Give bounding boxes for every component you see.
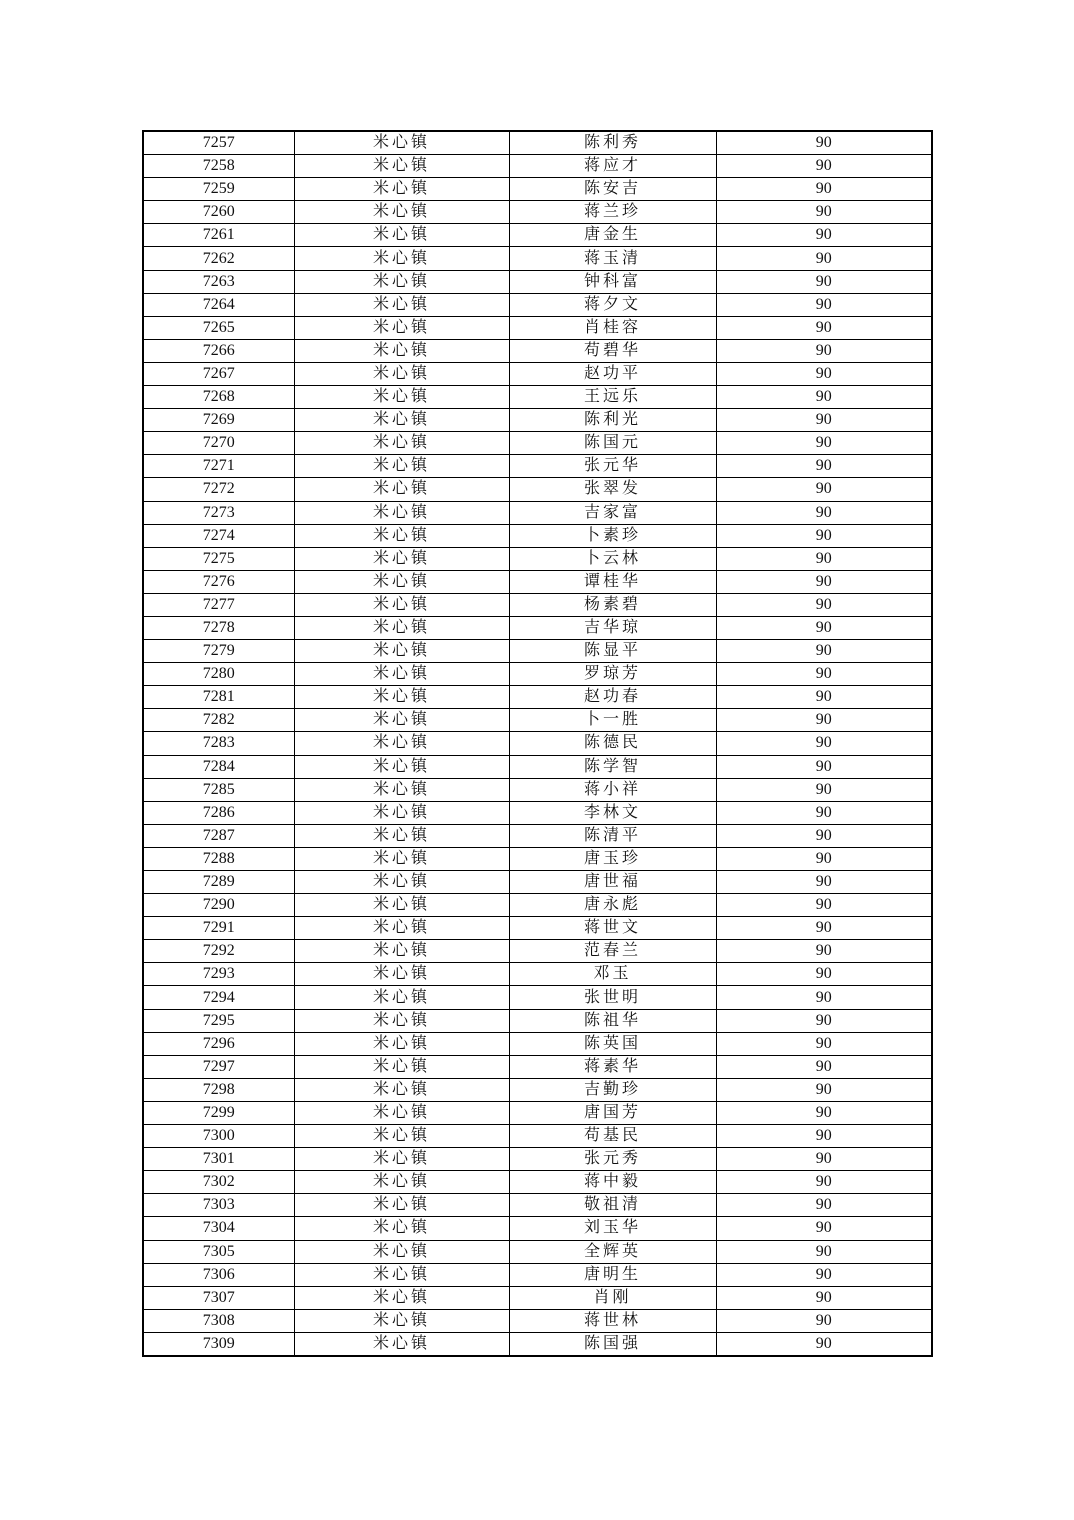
amount-cell: 90	[716, 963, 932, 986]
amount-cell: 90	[716, 570, 932, 593]
name-cell: 陈安吉	[509, 178, 716, 201]
name-cell: 唐国芳	[509, 1101, 716, 1124]
town-cell: 米心镇	[294, 501, 509, 524]
name-cell: 唐玉珍	[509, 847, 716, 870]
no-cell: 7296	[143, 1032, 294, 1055]
table-row	[143, 1309, 932, 1332]
table-row	[143, 478, 932, 501]
town-cell: 米心镇	[294, 570, 509, 593]
table-row	[143, 501, 932, 524]
no-cell: 7309	[143, 1332, 294, 1356]
town-cell: 米心镇	[294, 386, 509, 409]
no-cell: 7285	[143, 778, 294, 801]
amount-cell: 90	[716, 917, 932, 940]
no-cell: 7280	[143, 663, 294, 686]
town-cell: 米心镇	[294, 894, 509, 917]
town-cell: 米心镇	[294, 732, 509, 755]
table-row	[143, 1263, 932, 1286]
town-cell: 米心镇	[294, 293, 509, 316]
amount-cell: 90	[716, 478, 932, 501]
no-cell: 7259	[143, 178, 294, 201]
table-row	[143, 432, 932, 455]
town-cell: 米心镇	[294, 801, 509, 824]
name-cell: 蒋世文	[509, 917, 716, 940]
no-cell: 7288	[143, 847, 294, 870]
town-cell: 米心镇	[294, 1009, 509, 1032]
no-cell: 7301	[143, 1148, 294, 1171]
no-cell: 7263	[143, 270, 294, 293]
name-cell: 吉家富	[509, 501, 716, 524]
name-cell: 卜云林	[509, 547, 716, 570]
table-row	[143, 409, 932, 432]
amount-cell: 90	[716, 316, 932, 339]
table-row	[143, 801, 932, 824]
amount-cell: 90	[716, 1171, 932, 1194]
table-row	[143, 224, 932, 247]
table-row	[143, 1286, 932, 1309]
amount-cell: 90	[716, 686, 932, 709]
town-cell: 米心镇	[294, 1286, 509, 1309]
no-cell: 7290	[143, 894, 294, 917]
name-cell: 吉勤珍	[509, 1078, 716, 1101]
amount-cell: 90	[716, 1148, 932, 1171]
no-cell: 7266	[143, 339, 294, 362]
no-cell: 7262	[143, 247, 294, 270]
amount-cell: 90	[716, 1286, 932, 1309]
town-cell: 米心镇	[294, 1217, 509, 1240]
no-cell: 7284	[143, 755, 294, 778]
no-cell: 7307	[143, 1286, 294, 1309]
amount-cell: 90	[716, 270, 932, 293]
amount-cell: 90	[716, 386, 932, 409]
amount-cell: 90	[716, 224, 932, 247]
town-cell: 米心镇	[294, 778, 509, 801]
no-cell: 7265	[143, 316, 294, 339]
table-row	[143, 686, 932, 709]
name-cell: 蒋夕文	[509, 293, 716, 316]
town-cell: 米心镇	[294, 1240, 509, 1263]
town-cell: 米心镇	[294, 478, 509, 501]
no-cell: 7279	[143, 640, 294, 663]
name-cell: 陈国强	[509, 1332, 716, 1356]
amount-cell: 90	[716, 663, 932, 686]
town-cell: 米心镇	[294, 1171, 509, 1194]
amount-cell: 90	[716, 1009, 932, 1032]
name-cell: 唐金生	[509, 224, 716, 247]
amount-cell: 90	[716, 178, 932, 201]
name-cell: 陈学智	[509, 755, 716, 778]
town-cell: 米心镇	[294, 1078, 509, 1101]
town-cell: 米心镇	[294, 316, 509, 339]
amount-cell: 90	[716, 593, 932, 616]
town-cell: 米心镇	[294, 155, 509, 178]
roster-table-body	[143, 131, 932, 1356]
amount-cell: 90	[716, 1101, 932, 1124]
name-cell: 李林文	[509, 801, 716, 824]
table-row	[143, 293, 932, 316]
no-cell: 7260	[143, 201, 294, 224]
table-row	[143, 1101, 932, 1124]
no-cell: 7267	[143, 362, 294, 385]
table-row	[143, 824, 932, 847]
table-row	[143, 1148, 932, 1171]
town-cell: 米心镇	[294, 871, 509, 894]
table-row	[143, 963, 932, 986]
amount-cell: 90	[716, 778, 932, 801]
no-cell: 7299	[143, 1101, 294, 1124]
town-cell: 米心镇	[294, 847, 509, 870]
table-row	[143, 1009, 932, 1032]
name-cell: 肖桂容	[509, 316, 716, 339]
name-cell: 杨素碧	[509, 593, 716, 616]
no-cell: 7261	[143, 224, 294, 247]
table-row	[143, 1125, 932, 1148]
town-cell: 米心镇	[294, 1032, 509, 1055]
table-row	[143, 986, 932, 1009]
table-row	[143, 940, 932, 963]
name-cell: 陈祖华	[509, 1009, 716, 1032]
table-row	[143, 524, 932, 547]
amount-cell: 90	[716, 616, 932, 639]
table-row	[143, 247, 932, 270]
name-cell: 苟基民	[509, 1125, 716, 1148]
town-cell: 米心镇	[294, 409, 509, 432]
name-cell: 张元秀	[509, 1148, 716, 1171]
town-cell: 米心镇	[294, 1332, 509, 1356]
table-row	[143, 316, 932, 339]
town-cell: 米心镇	[294, 824, 509, 847]
table-row	[143, 917, 932, 940]
name-cell: 陈英国	[509, 1032, 716, 1055]
name-cell: 钟科富	[509, 270, 716, 293]
table-row	[143, 871, 932, 894]
table-row	[143, 155, 932, 178]
no-cell: 7295	[143, 1009, 294, 1032]
name-cell: 陈清平	[509, 824, 716, 847]
town-cell: 米心镇	[294, 270, 509, 293]
amount-cell: 90	[716, 640, 932, 663]
no-cell: 7300	[143, 1125, 294, 1148]
town-cell: 米心镇	[294, 1125, 509, 1148]
name-cell: 王远乐	[509, 386, 716, 409]
no-cell: 7276	[143, 570, 294, 593]
table-row	[143, 547, 932, 570]
amount-cell: 90	[716, 824, 932, 847]
amount-cell: 90	[716, 1055, 932, 1078]
name-cell: 陈利秀	[509, 131, 716, 155]
town-cell: 米心镇	[294, 432, 509, 455]
amount-cell: 90	[716, 432, 932, 455]
name-cell: 范春兰	[509, 940, 716, 963]
no-cell: 7274	[143, 524, 294, 547]
name-cell: 谭桂华	[509, 570, 716, 593]
name-cell: 全辉英	[509, 1240, 716, 1263]
table-row	[143, 663, 932, 686]
amount-cell: 90	[716, 1240, 932, 1263]
no-cell: 7268	[143, 386, 294, 409]
table-row	[143, 1217, 932, 1240]
no-cell: 7305	[143, 1240, 294, 1263]
no-cell: 7302	[143, 1171, 294, 1194]
amount-cell: 90	[716, 755, 932, 778]
name-cell: 敬祖清	[509, 1194, 716, 1217]
no-cell: 7306	[143, 1263, 294, 1286]
no-cell: 7281	[143, 686, 294, 709]
no-cell: 7286	[143, 801, 294, 824]
table-row	[143, 131, 932, 155]
amount-cell: 90	[716, 1263, 932, 1286]
amount-cell: 90	[716, 894, 932, 917]
table-row	[143, 616, 932, 639]
town-cell: 米心镇	[294, 593, 509, 616]
no-cell: 7298	[143, 1078, 294, 1101]
table-row	[143, 1240, 932, 1263]
table-row	[143, 894, 932, 917]
table-row	[143, 1171, 932, 1194]
name-cell: 肖刚	[509, 1286, 716, 1309]
amount-cell: 90	[716, 1078, 932, 1101]
table-row	[143, 709, 932, 732]
town-cell: 米心镇	[294, 1263, 509, 1286]
table-row	[143, 732, 932, 755]
table-row	[143, 1194, 932, 1217]
amount-cell: 90	[716, 709, 932, 732]
name-cell: 蒋玉清	[509, 247, 716, 270]
amount-cell: 90	[716, 847, 932, 870]
name-cell: 唐世福	[509, 871, 716, 894]
no-cell: 7264	[143, 293, 294, 316]
no-cell: 7273	[143, 501, 294, 524]
no-cell: 7304	[143, 1217, 294, 1240]
no-cell: 7289	[143, 871, 294, 894]
town-cell: 米心镇	[294, 709, 509, 732]
amount-cell: 90	[716, 155, 932, 178]
amount-cell: 90	[716, 1032, 932, 1055]
amount-cell: 90	[716, 986, 932, 1009]
table-row	[143, 640, 932, 663]
roster-table	[142, 130, 933, 1357]
town-cell: 米心镇	[294, 131, 509, 155]
no-cell: 7275	[143, 547, 294, 570]
name-cell: 陈利光	[509, 409, 716, 432]
no-cell: 7278	[143, 616, 294, 639]
name-cell: 卜一胜	[509, 709, 716, 732]
no-cell: 7294	[143, 986, 294, 1009]
name-cell: 蒋世林	[509, 1309, 716, 1332]
amount-cell: 90	[716, 131, 932, 155]
amount-cell: 90	[716, 501, 932, 524]
no-cell: 7270	[143, 432, 294, 455]
town-cell: 米心镇	[294, 755, 509, 778]
no-cell: 7277	[143, 593, 294, 616]
name-cell: 蒋兰珍	[509, 201, 716, 224]
table-row	[143, 570, 932, 593]
name-cell: 吉华琼	[509, 616, 716, 639]
table-row	[143, 178, 932, 201]
name-cell: 蒋中毅	[509, 1171, 716, 1194]
town-cell: 米心镇	[294, 663, 509, 686]
town-cell: 米心镇	[294, 1055, 509, 1078]
table-row	[143, 362, 932, 385]
town-cell: 米心镇	[294, 247, 509, 270]
town-cell: 米心镇	[294, 1101, 509, 1124]
town-cell: 米心镇	[294, 963, 509, 986]
no-cell: 7287	[143, 824, 294, 847]
town-cell: 米心镇	[294, 224, 509, 247]
table-row	[143, 778, 932, 801]
town-cell: 米心镇	[294, 986, 509, 1009]
name-cell: 蒋应才	[509, 155, 716, 178]
name-cell: 唐永彪	[509, 894, 716, 917]
amount-cell: 90	[716, 871, 932, 894]
name-cell: 苟碧华	[509, 339, 716, 362]
table-row	[143, 1032, 932, 1055]
name-cell: 赵功春	[509, 686, 716, 709]
name-cell: 蒋素华	[509, 1055, 716, 1078]
no-cell: 7292	[143, 940, 294, 963]
no-cell: 7272	[143, 478, 294, 501]
no-cell: 7269	[143, 409, 294, 432]
no-cell: 7257	[143, 131, 294, 155]
amount-cell: 90	[716, 339, 932, 362]
amount-cell: 90	[716, 1194, 932, 1217]
no-cell: 7283	[143, 732, 294, 755]
amount-cell: 90	[716, 293, 932, 316]
table-row	[143, 755, 932, 778]
amount-cell: 90	[716, 247, 932, 270]
amount-cell: 90	[716, 1217, 932, 1240]
table-row	[143, 1078, 932, 1101]
no-cell: 7293	[143, 963, 294, 986]
amount-cell: 90	[716, 524, 932, 547]
table-row	[143, 847, 932, 870]
name-cell: 卜素珍	[509, 524, 716, 547]
table-row	[143, 201, 932, 224]
town-cell: 米心镇	[294, 524, 509, 547]
table-row	[143, 1055, 932, 1078]
amount-cell: 90	[716, 547, 932, 570]
table-row	[143, 386, 932, 409]
town-cell: 米心镇	[294, 1148, 509, 1171]
name-cell: 蒋小祥	[509, 778, 716, 801]
name-cell: 赵功平	[509, 362, 716, 385]
name-cell: 陈国元	[509, 432, 716, 455]
name-cell: 张元华	[509, 455, 716, 478]
amount-cell: 90	[716, 940, 932, 963]
town-cell: 米心镇	[294, 686, 509, 709]
town-cell: 米心镇	[294, 455, 509, 478]
no-cell: 7291	[143, 917, 294, 940]
table-row	[143, 1332, 932, 1356]
amount-cell: 90	[716, 455, 932, 478]
town-cell: 米心镇	[294, 362, 509, 385]
amount-cell: 90	[716, 1332, 932, 1356]
town-cell: 米心镇	[294, 201, 509, 224]
no-cell: 7303	[143, 1194, 294, 1217]
amount-cell: 90	[716, 1125, 932, 1148]
town-cell: 米心镇	[294, 1309, 509, 1332]
amount-cell: 90	[716, 1309, 932, 1332]
name-cell: 罗琼芳	[509, 663, 716, 686]
name-cell: 陈显平	[509, 640, 716, 663]
name-cell: 邓玉	[509, 963, 716, 986]
amount-cell: 90	[716, 801, 932, 824]
table-row	[143, 593, 932, 616]
town-cell: 米心镇	[294, 616, 509, 639]
amount-cell: 90	[716, 409, 932, 432]
town-cell: 米心镇	[294, 1194, 509, 1217]
no-cell: 7308	[143, 1309, 294, 1332]
amount-cell: 90	[716, 732, 932, 755]
town-cell: 米心镇	[294, 547, 509, 570]
no-cell: 7258	[143, 155, 294, 178]
amount-cell: 90	[716, 201, 932, 224]
no-cell: 7271	[143, 455, 294, 478]
name-cell: 唐明生	[509, 1263, 716, 1286]
amount-cell: 90	[716, 362, 932, 385]
town-cell: 米心镇	[294, 178, 509, 201]
name-cell: 张世明	[509, 986, 716, 1009]
name-cell: 张翠发	[509, 478, 716, 501]
name-cell: 刘玉华	[509, 1217, 716, 1240]
table-row	[143, 270, 932, 293]
table-row	[143, 339, 932, 362]
no-cell: 7297	[143, 1055, 294, 1078]
town-cell: 米心镇	[294, 339, 509, 362]
town-cell: 米心镇	[294, 917, 509, 940]
table-row	[143, 455, 932, 478]
no-cell: 7282	[143, 709, 294, 732]
town-cell: 米心镇	[294, 940, 509, 963]
name-cell: 陈德民	[509, 732, 716, 755]
town-cell: 米心镇	[294, 640, 509, 663]
